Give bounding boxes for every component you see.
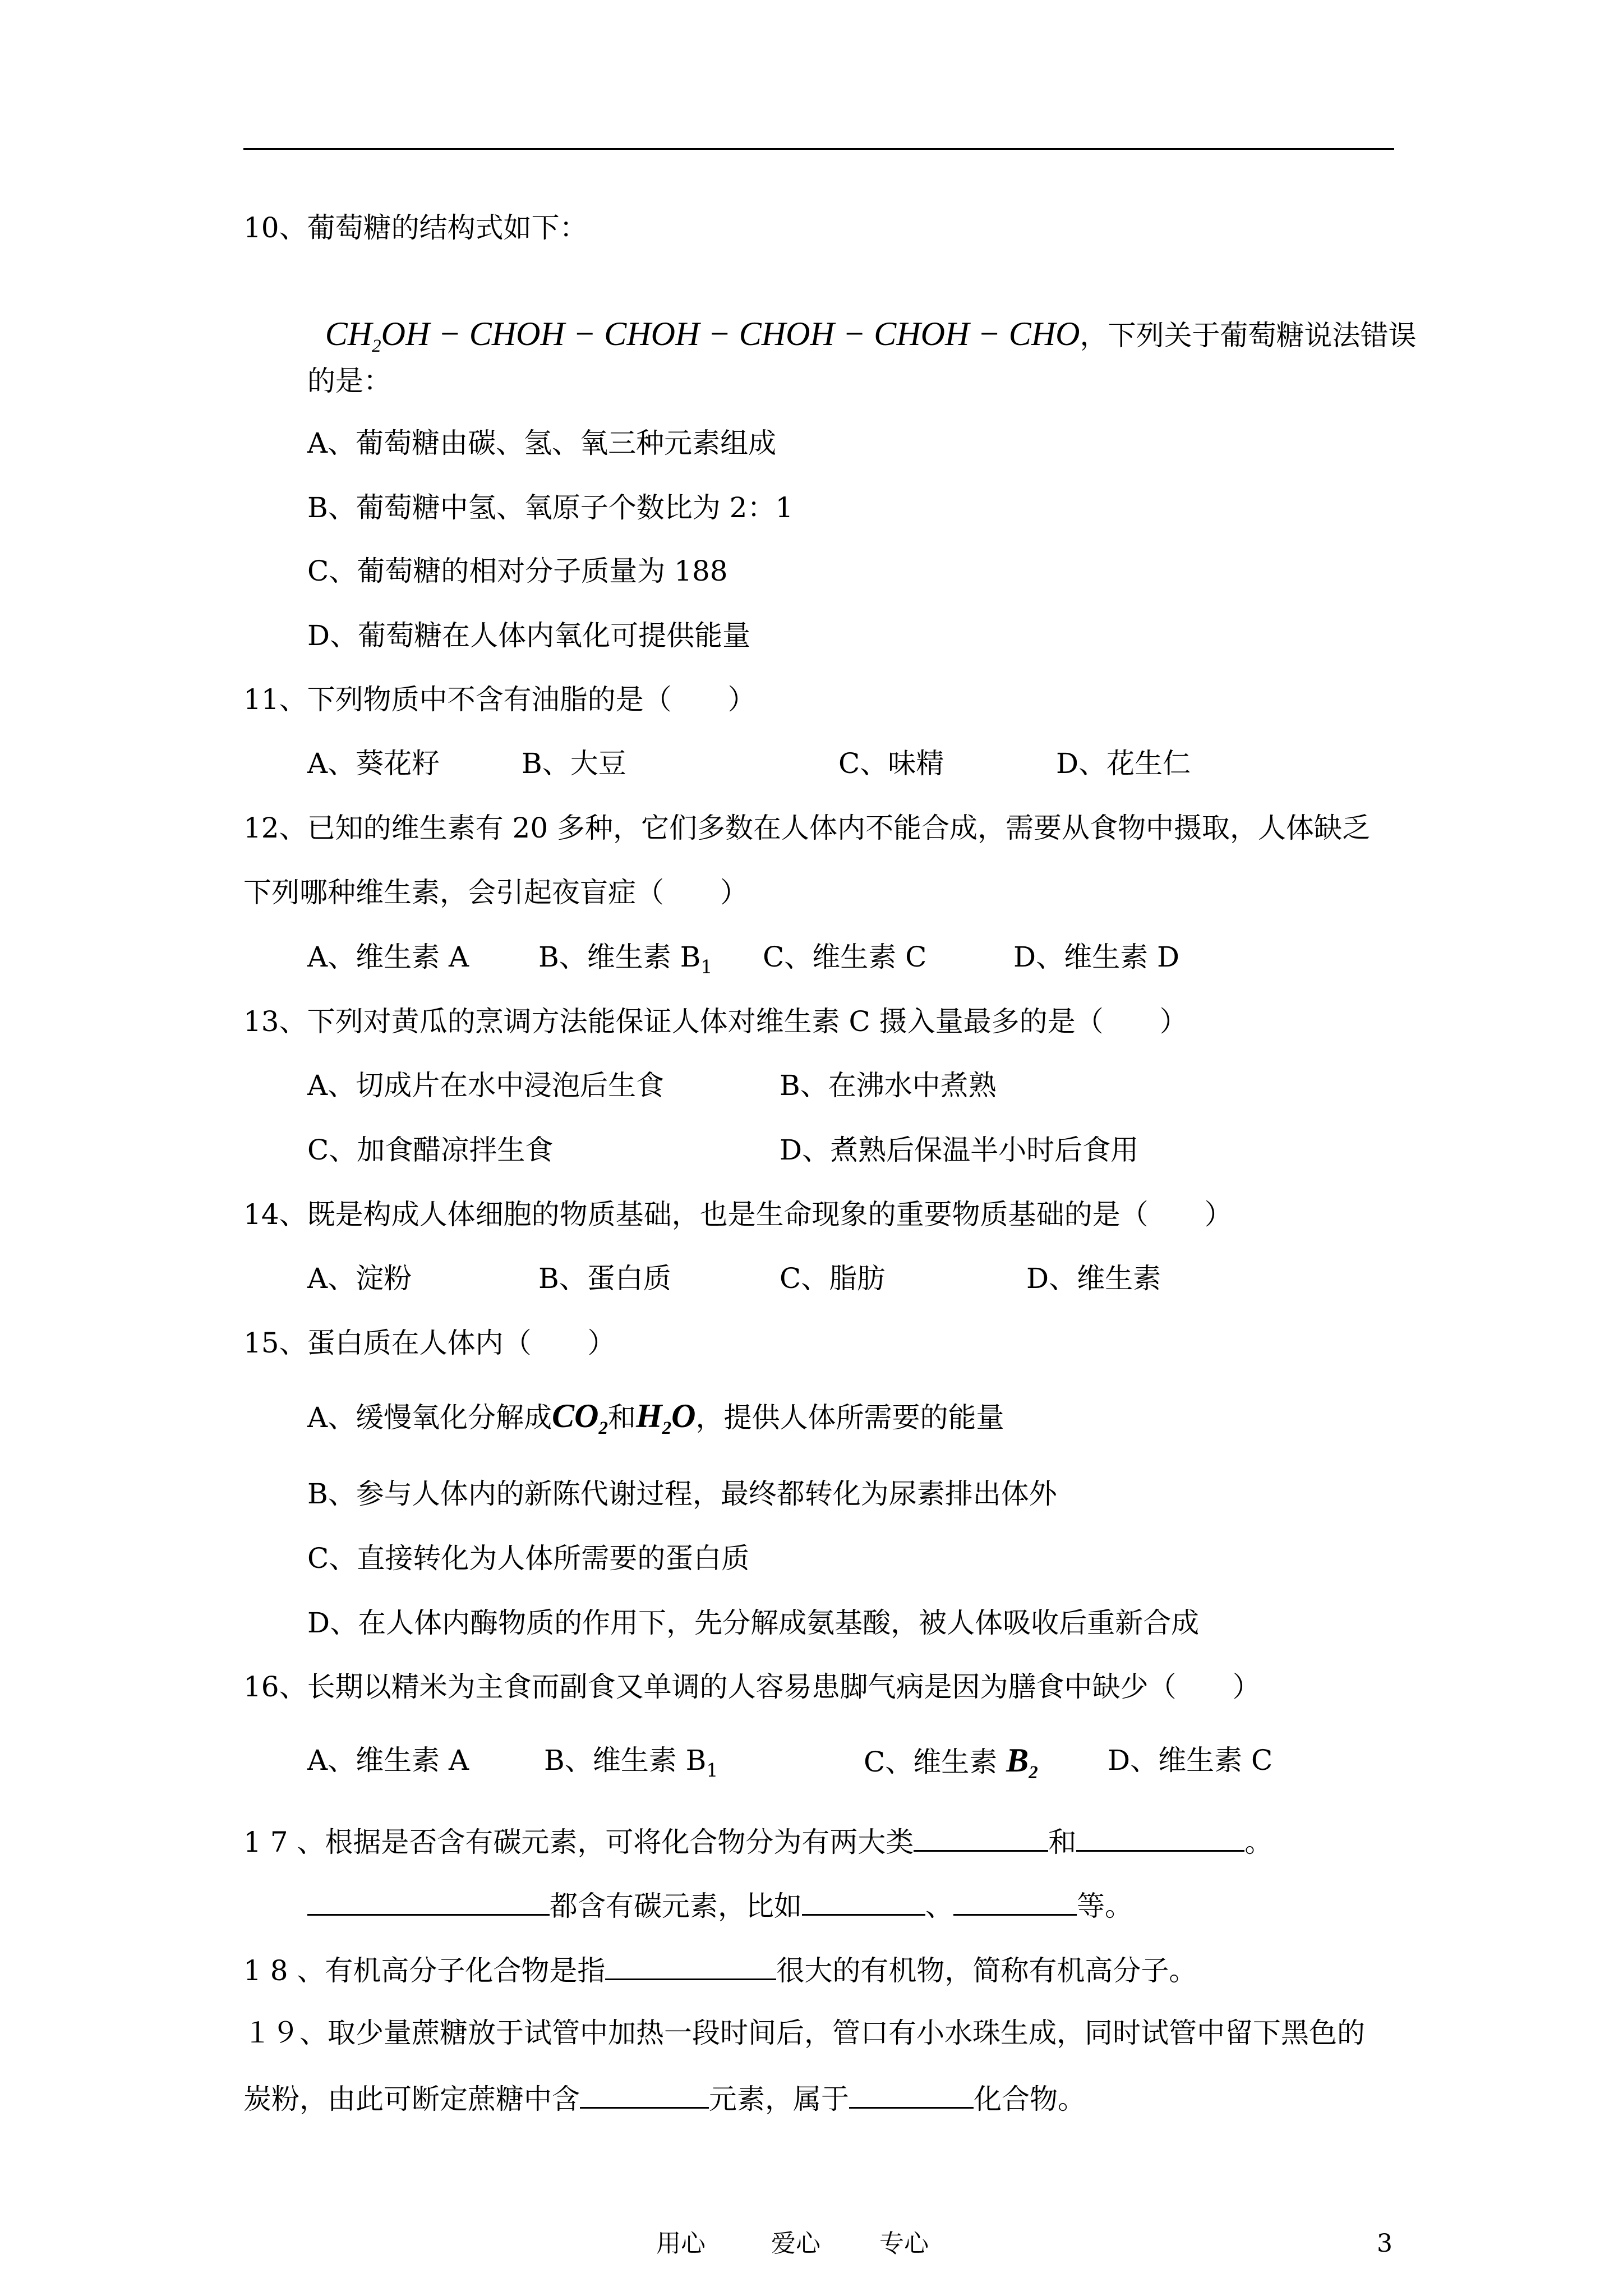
q13-option-d: D、煮熟后保温半小时后食用 bbox=[780, 1134, 1139, 1166]
answer-blank-6[interactable] bbox=[605, 1952, 776, 1980]
q14-option-c: C、脂肪 bbox=[780, 1262, 886, 1295]
glucose-formula: $CH_2OH$ − CHOH − CHOH − CHOH − CHOH − CHO bbox=[325, 315, 1080, 356]
q19-line1: １９、取少量蔗糖放于试管中加热一段时间后，管口有小水珠生成，同时试管中留下黑色的 bbox=[243, 2017, 1365, 2049]
q19-line2: 炭粉，由此可断定蔗糖中含 元素，属于 化合物。 bbox=[243, 2080, 1086, 2116]
q16-option-c: C、维生素 $B_2$ bbox=[864, 1742, 1038, 1783]
q15-stem: 15、蛋白质在人体内（ ） bbox=[243, 1327, 616, 1359]
q10-option-c: C、葡萄糖的相对分子质量为 188 bbox=[307, 555, 728, 587]
q10-stem: 10、葡萄糖的结构式如下： bbox=[243, 211, 588, 244]
q10-option-d: D、葡萄糖在人体内氧化可提供能量 bbox=[307, 619, 751, 652]
q17-line2: 都含有碳元素，比如 、 等。 bbox=[307, 1887, 1133, 1923]
h2o-formula: $H_2O$ bbox=[635, 1397, 696, 1438]
q10-stem-continued: ，下列关于葡萄糖说法错误 bbox=[1080, 319, 1417, 352]
co2-formula: $CO_2$ bbox=[552, 1397, 608, 1438]
answer-blank-8[interactable] bbox=[849, 2080, 974, 2109]
footer-motto-2: 爱心 bbox=[771, 2229, 820, 2258]
q14-option-d: D、维生素 bbox=[1026, 1262, 1161, 1295]
q15-option-d: D、在人体内酶物质的作用下，先分解成氨基酸，被人体吸收后重新合成 bbox=[307, 1607, 1200, 1639]
q12-option-d: D、维生素 D bbox=[1013, 941, 1180, 973]
q15-option-b: B、参与人体内的新陈代谢过程，最终都转化为尿素排出体外 bbox=[307, 1478, 1057, 1510]
q18-line: 1 8 、有机高分子化合物是指 很大的有机物，简称有机高分子。 bbox=[243, 1952, 1197, 1987]
q15-option-a: A、缓慢氧化分解成$CO_2$和$H_2O$，提供人体所需要的能量 bbox=[307, 1397, 1004, 1438]
q15-option-c: C、直接转化为人体所需要的蛋白质 bbox=[307, 1542, 750, 1575]
q16-option-b: B、维生素 $B_1$ bbox=[544, 1744, 718, 1781]
q12-option-b: B、维生素 $B_1$ bbox=[538, 941, 713, 978]
q10-stem-end: 的是： bbox=[307, 365, 391, 397]
header-rule bbox=[243, 148, 1394, 150]
q10-option-a: A、葡萄糖由碳、氢、氧三种元素组成 bbox=[307, 427, 777, 459]
answer-blank-3[interactable] bbox=[307, 1887, 550, 1916]
q16-option-a: A、维生素 A bbox=[307, 1744, 469, 1777]
q12-option-c: C、维生素 C bbox=[763, 941, 927, 973]
q11-option-a: A、葵花籽 bbox=[307, 747, 440, 780]
q13-option-c: C、加食醋凉拌生食 bbox=[307, 1134, 554, 1166]
q11-stem: 11、下列物质中不含有油脂的是（ ） bbox=[243, 683, 756, 716]
q13-stem: 13、下列对黄瓜的烹调方法能保证人体对维生素 C 摄入量最多的是（ ） bbox=[243, 1005, 1188, 1038]
q11-option-b: B、大豆 bbox=[522, 747, 626, 780]
q10-option-b: B、葡萄糖中氢、氧原子个数比为 2：1 bbox=[307, 491, 794, 524]
q14-option-b: B、蛋白质 bbox=[538, 1262, 671, 1295]
q10-formula-line bbox=[307, 283, 1416, 356]
answer-blank-4[interactable] bbox=[802, 1887, 925, 1916]
q11-option-d: D、花生仁 bbox=[1056, 747, 1191, 780]
q17-line1: 1 7 、根据是否含有碳元素，可将化合物分为有两大类 和 。 bbox=[243, 1823, 1272, 1859]
footer-motto-1: 用心 bbox=[656, 2229, 706, 2258]
footer-motto-3: 专心 bbox=[879, 2229, 929, 2258]
q14-stem: 14、既是构成人体细胞的物质基础，也是生命现象的重要物质基础的是（ ） bbox=[243, 1198, 1233, 1231]
q14-option-a: A、淀粉 bbox=[307, 1262, 412, 1295]
answer-blank-5[interactable] bbox=[953, 1887, 1077, 1916]
answer-blank-1[interactable] bbox=[914, 1823, 1048, 1852]
answer-blank-2[interactable] bbox=[1076, 1823, 1244, 1852]
page-number: 3 bbox=[1377, 2229, 1393, 2258]
q16-stem: 16、长期以精米为主食而副食又单调的人容易患脚气病是因为膳食中缺少（ ） bbox=[243, 1671, 1261, 1703]
answer-blank-7[interactable] bbox=[580, 2080, 709, 2109]
q12-stem-continued: 下列哪种维生素，会引起夜盲症（ ） bbox=[243, 876, 748, 909]
q16-option-d: D、维生素 C bbox=[1108, 1744, 1273, 1777]
q13-option-b: B、在沸水中煮熟 bbox=[780, 1069, 997, 1102]
q13-option-a: A、切成片在水中浸泡后生食 bbox=[307, 1069, 665, 1102]
q11-option-c: C、味精 bbox=[838, 747, 944, 780]
q12-option-a: A、维生素 A bbox=[307, 941, 469, 973]
q12-stem: 12、已知的维生素有 20 多种，它们多数在人体内不能合成，需要从食物中摄取，人体缺乏 bbox=[243, 812, 1371, 844]
